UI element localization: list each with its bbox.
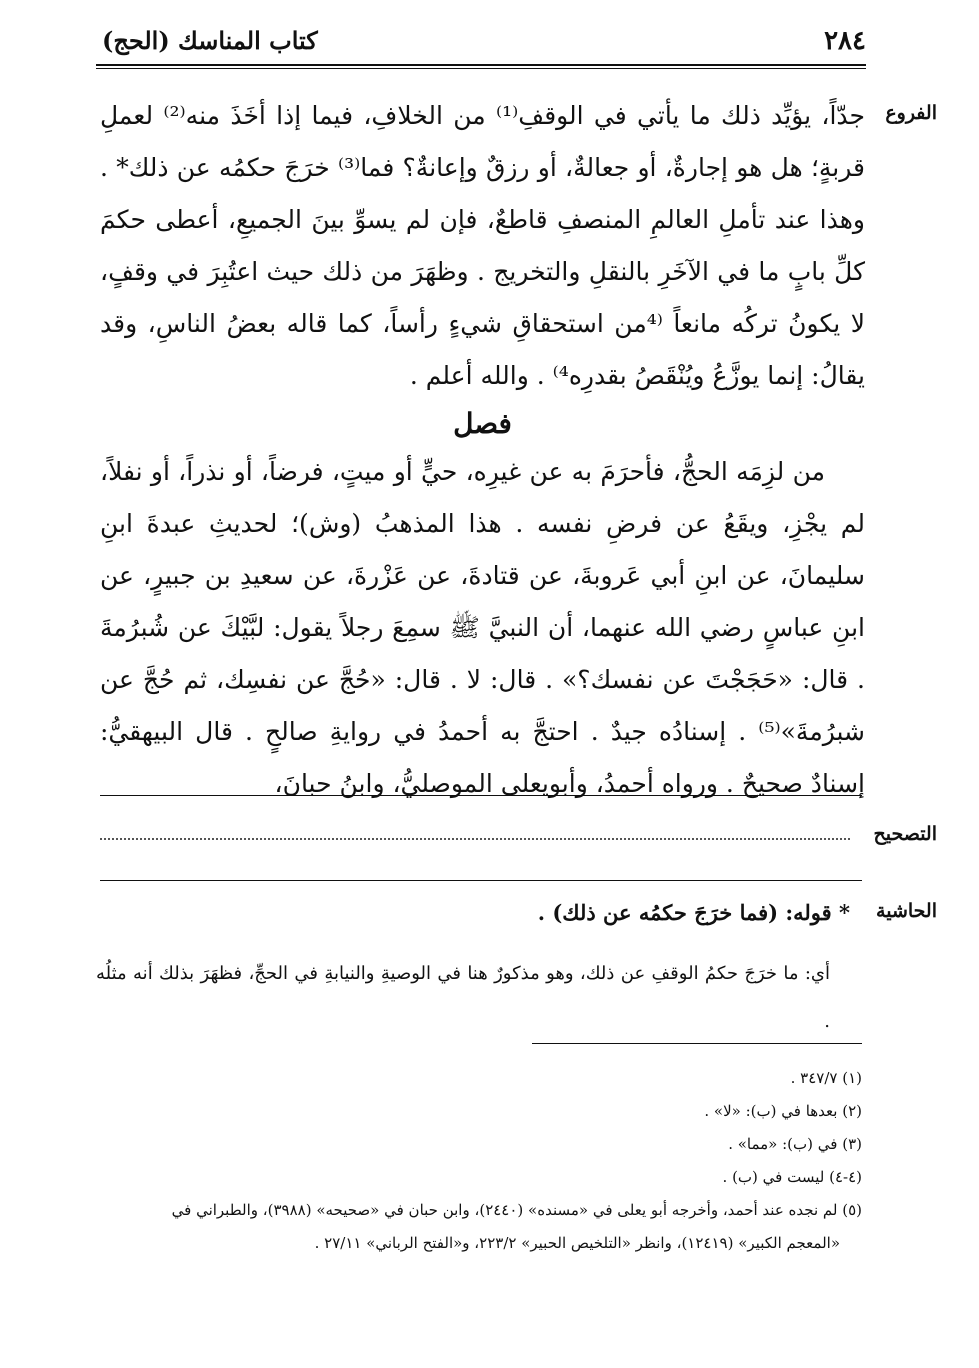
- footnotes: [96, 1062, 862, 1260]
- footnote-5: (٥) لم نجده عند أحمد، وأخرجه أبو يعلى في «مسنده» (٢٤٤٠)، وابن حبان في «صحيحه» (٣٩٨٨)، والطبراني في: [171, 1201, 862, 1219]
- book-title: كتاب المناسك (الحج): [102, 26, 318, 55]
- running-header: [96, 22, 866, 62]
- main-text: [100, 90, 865, 810]
- footnote-4: (٤-٤) ليست في (ب) .: [722, 1168, 862, 1186]
- margin-label-furu: الفروع: [885, 102, 937, 124]
- hashiya-body: أي: ما خرَجَ حكمُ الوقفِ عن ذلك، وهو مذكورٌ هنا في الوصيةِ والنيابةِ في الحجِّ، فظهَرَ بذلك أنه مثلُه .: [96, 963, 830, 1032]
- footnote-3: (٣) في (ب): «مما» .: [728, 1135, 862, 1153]
- footnote-1: (١) ٣٤٧/٧ .: [790, 1069, 862, 1087]
- footnote-2: (٢) بعدها في (ب): «لا» .: [704, 1102, 862, 1120]
- margin-label-tashih: التصحيح: [873, 823, 937, 845]
- margin-label-hashiya: الحاشية: [876, 900, 937, 922]
- tashih-dotted-line: [100, 838, 850, 840]
- main-paragraph-1: جدّاً، يؤيِّد ذلك ما يأتي في الوقفِ⁽¹⁾ من الخلافِ، فيما إذا أخَذَ منه⁽²⁾ لعملِ قربةٍ؛ هل هو إجارةٌ، أو جعالةٌ، أو رزقٌ وإعانةٌ؟ فما⁽³⁾ خرَجَ حكمُه عن ذلك* . وهذا عند تأملِ العالمِ المنصفِ قاطعٌ، فإن لم يسوِّ بينَ الجميعِ، أعطى حكمَ كلِّ بابٍ ما في الآخَرِ بالنقلِ والتخريج . وظهَرَ من ذلك حيث اعتُبِرَ في وقفٍ، لا يكونُ تركُه مانعاً ⁽⁴من استحقاقِ شيءٍ رأساً، كما قاله بعضُ الناسِ، وقد يقالُ: إنما يوزَّعُ ويُنْقَصُ بقدرِه⁴⁾ . والله أعلم .: [100, 101, 865, 390]
- header-rule-thin: [96, 68, 866, 69]
- header-rule: [96, 64, 866, 66]
- page-number: ٢٨٤: [824, 26, 866, 56]
- footnote-rule: [532, 1043, 862, 1044]
- footnote-5-continued: «المعجم الكبير» (١٢٤١٩)، وانظر «التلخيص الحبير» ٢٢٣/٢، و«الفتح الرباني» ٢٧/١١ .: [314, 1234, 840, 1252]
- hashiya-heading: * قوله: (فما خرَجَ حكمُه عن ذلك) .: [537, 900, 850, 925]
- tashih-rule-top: [100, 795, 862, 796]
- main-paragraph-2: من لزِمَه الحجُّ، فأحرَمَ به عن غيرِه، حيٍّ أو ميتٍ، فرضاً، أو نذراً، أو نفلاً، لم يجْزِ، ويقَعُ عن فرضِ نفسه . هذا المذهبُ (وش)؛ لحديثِ عبدةَ ابنِ سليمانَ، عن ابنِ أبي عَروبةَ، عن قتادةَ، عن عَزْرةَ، عن سعيدِ بن جبيرٍ، عن ابنِ عباسٍ رضي الله عنهما، أن النبيَّ ﷺ سمِعَ رجلاً يقول: لبَّيْكَ عن شُبرُمةَ . قال: «حَجَجْتَ عن نفسك؟» . قال: لا . قال: «حُجَّ عن نفسِك، ثم حُجَّ عن شبرُمةَ»⁽⁵⁾ . إسنادُه جيدٌ . احتجَّ به أحمدُ في روايةِ صالحٍ . قال البيهقيُّ: إسنادٌ صحيحٌ . ورواه أحمدُ، وأبويعلى الموصليُّ، وابنُ حبانَ،: [100, 457, 865, 798]
- tashih-rule-bottom: [100, 880, 862, 881]
- section-heading: فصل: [453, 407, 512, 440]
